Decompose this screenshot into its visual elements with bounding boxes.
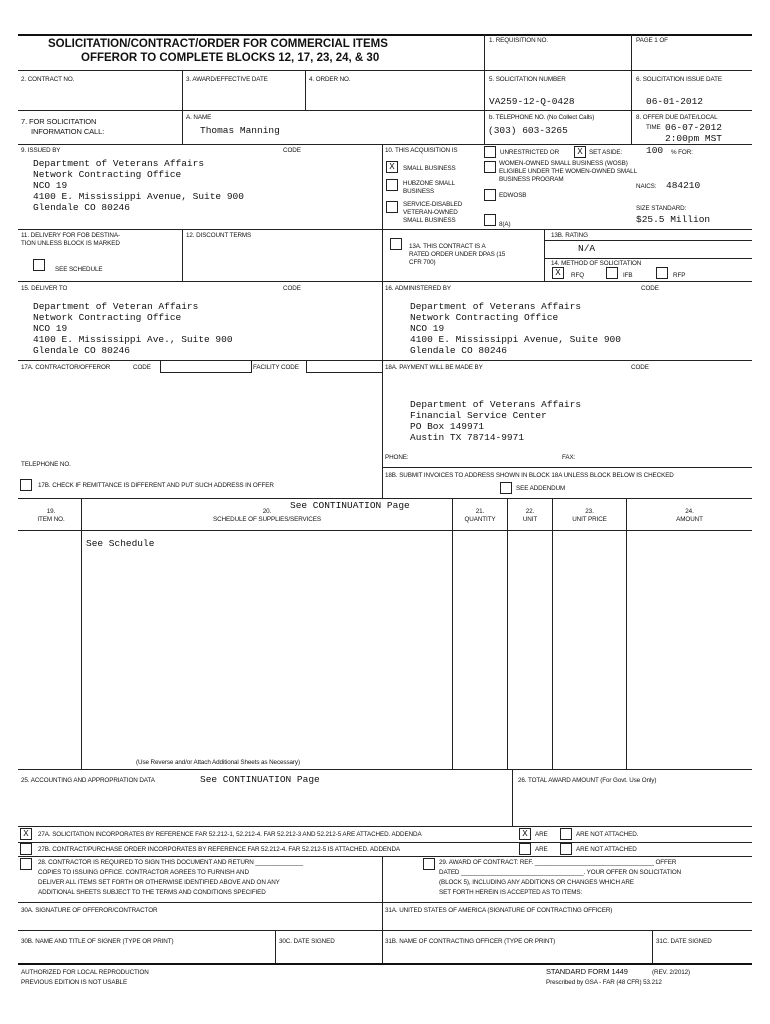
- contractor-code-label: CODE: [133, 364, 151, 371]
- order-no-label: 4. ORDER NO.: [309, 76, 351, 83]
- unrestricted-label: UNRESTRICTED OR: [500, 149, 560, 156]
- set-aside-checkbox[interactable]: X: [574, 146, 586, 158]
- clause-27b-are-not-checkbox[interactable]: [560, 843, 572, 855]
- rfq-checkbox[interactable]: X: [552, 267, 564, 279]
- page-label: PAGE 1 OF: [636, 37, 668, 44]
- size-standard-label: SIZE STANDARD:: [636, 205, 687, 212]
- clause-27a-are-not-checkbox[interactable]: [560, 828, 572, 840]
- info-call-label: 7. FOR SOLICITATION: [21, 117, 97, 126]
- form-subtitle: OFFEROR TO COMPLETE BLOCKS 12, 17, 23, 24, & 30: [81, 52, 380, 64]
- discount-terms-label: 12. DISCOUNT TERMS: [186, 232, 252, 239]
- sdvosb-label: SERVICE-DISABLED VETERAN-OWNED SMALL BUSINESS: [403, 201, 463, 224]
- set-aside-percent[interactable]: 100: [646, 145, 664, 156]
- schedule-num-header: 20.: [262, 508, 272, 515]
- hubzone-label: HUBZONE SMALL BUSINESS: [403, 180, 455, 195]
- contract-no-label: 2. CONTRACT NO.: [21, 76, 75, 83]
- eight-a-checkbox[interactable]: [484, 214, 496, 226]
- sdvosb-checkbox[interactable]: [386, 201, 398, 213]
- rating-label: 13B. RATING: [551, 232, 588, 239]
- unit-price-header: 23. UNIT PRICE: [572, 508, 607, 523]
- signer-name-label: 30B. NAME AND TITLE OF SIGNER (TYPE OR PRINT): [21, 938, 174, 945]
- clause-27a-are-not-label: ARE NOT ATTACHED.: [576, 831, 639, 838]
- quantity-header: 21. QUANTITY: [464, 508, 496, 523]
- small-business-label: SMALL BUSINESS: [403, 165, 456, 172]
- block-28-line2: COPIES TO ISSUING OFFICE. CONTRACTOR AGREES TO FURNISH AND: [38, 869, 249, 876]
- ifb-label: IFB: [623, 272, 633, 279]
- item-no-header: 19. ITEM NO.: [37, 508, 65, 523]
- total-award-label: 26. TOTAL AWARD AMOUNT (For Govt. Use Only): [518, 777, 657, 784]
- block-28-line1: 28. CONTRACTOR IS REQUIRED TO SIGN THIS DOCUMENT AND RETURN ______________: [38, 859, 303, 866]
- administered-by-label: 16. ADMINISTERED BY: [385, 285, 451, 292]
- clause-27b-are-not-label: ARE NOT ATTACHED: [576, 846, 637, 853]
- footer-previous-edition: PREVIOUS EDITION IS NOT USABLE: [21, 979, 128, 986]
- telephone-no-label: TELEPHONE NO.: [21, 461, 71, 468]
- block-29-checkbox[interactable]: [423, 858, 435, 870]
- block-29-line2: DATED ____________________________________. YOUR OFFER ON SOLICITATION: [439, 869, 682, 876]
- schedule-entry: See Schedule: [86, 538, 155, 549]
- issued-by-code-label: CODE: [283, 147, 301, 154]
- schedule-continuation: See CONTINUATION Page: [290, 500, 410, 511]
- payment-fax-label: FAX:: [562, 454, 576, 461]
- footer-prescribed: Prescribed by GSA - FAR (48 CFR) 53.212: [546, 979, 662, 986]
- clause-27b-text: 27B. CONTRACT/PURCHASE ORDER INCORPORATES BY REFERENCE FAR 52.212-4. FAR 52.212-5 IS ATTACHED. ADDENDA: [38, 846, 400, 853]
- facility-code-label: FACILITY CODE: [253, 364, 299, 371]
- block-29-line4: SET FORTH HEREIN IS ACCEPTED AS TO ITEMS:: [439, 889, 583, 896]
- name-label: A. NAME: [186, 114, 212, 121]
- remittance-checkbox[interactable]: [20, 479, 32, 491]
- deliver-to-code-label: CODE: [283, 285, 301, 292]
- edwosb-label: EDWOSB: [499, 192, 527, 199]
- telephone-label: b. TELEPHONE NO. (No Collect Calls): [489, 114, 595, 121]
- award-date-label: 3. AWARD/EFFECTIVE DATE: [186, 76, 268, 83]
- administered-by-address: Department of Veterans Affairs Network Contracting Office NCO 19 4100 E. Mississippi Avenue, Suite 900 Glendale CO 80246: [410, 301, 621, 356]
- rfp-checkbox[interactable]: [656, 267, 668, 279]
- facility-code-field[interactable]: [306, 360, 383, 373]
- block-29-line1: 29. AWARD OF CONTRACT: REF. ___________________________________ OFFER: [439, 859, 677, 866]
- see-schedule-checkbox[interactable]: [33, 259, 45, 271]
- clause-27a-checkbox[interactable]: X: [20, 828, 32, 840]
- unrestricted-checkbox[interactable]: [484, 146, 496, 158]
- reverse-note: (Use Reverse and/or Attach Additional Sheets as Necessary): [136, 759, 300, 766]
- issue-date-label: 6. SOLICITATION ISSUE DATE: [636, 76, 722, 83]
- method-label: 14. METHOD OF SOLICITATION: [551, 260, 642, 267]
- offer-due-date-value[interactable]: 06-07-2012: [665, 122, 723, 133]
- date-signed-31c-label: 31C. DATE SIGNED: [656, 938, 712, 945]
- date-signed-30c-label: 30C. DATE SIGNED: [279, 938, 335, 945]
- addendum-checkbox[interactable]: [500, 482, 512, 494]
- clause-27b-checkbox[interactable]: [20, 843, 32, 855]
- delivery-fob-label: 11. DELIVERY FOR FOB DESTINA-TION UNLESS BLOCK IS MARKED: [21, 232, 120, 247]
- clause-27a-are-label: ARE: [535, 831, 548, 838]
- see-schedule-label: SEE SCHEDULE: [55, 266, 103, 273]
- block-28-line4: ADDITIONAL SHEETS SUBJECT TO THE TERMS AND CONDITIONS SPECIFIED: [38, 889, 266, 896]
- wosb-checkbox[interactable]: [484, 161, 496, 173]
- payment-address: Department of Veterans Affairs Financial Service Center PO Box 149971 Austin TX 78714-9971: [410, 399, 582, 443]
- edwosb-checkbox[interactable]: [484, 189, 496, 201]
- rating-value[interactable]: N/A: [578, 243, 596, 254]
- remittance-label: 17B. CHECK IF REMITTANCE IS DIFFERENT AND PUT SUCH ADDRESS IN OFFER: [38, 482, 274, 489]
- accounting-label: 25. ACCOUNTING AND APPROPRIATION DATA: [21, 777, 155, 784]
- offer-due-label: 8. OFFER DUE DATE/LOCAL: [636, 114, 718, 121]
- offer-due-time-value[interactable]: 2:00pm MST: [665, 133, 723, 144]
- set-aside-label: SET ASIDE:: [589, 149, 623, 156]
- issued-by-address: Department of Veterans Affairs Network Contracting Office NCO 19 4100 E. Mississippi Avenue, Suite 900 Glendale CO 80246: [33, 158, 244, 213]
- footer-form-number: STANDARD FORM 1449: [546, 967, 628, 976]
- submit-invoices-label: 18B. SUBMIT INVOICES TO ADDRESS SHOWN IN BLOCK 18A UNLESS BLOCK BELOW IS CHECKED: [385, 472, 674, 479]
- deliver-to-label: 15. DELIVER TO: [21, 285, 68, 292]
- hubzone-checkbox[interactable]: [386, 179, 398, 191]
- rated-order-checkbox[interactable]: [390, 238, 402, 250]
- contractor-label: 17A. CONTRACTOR/OFFEROR: [21, 364, 111, 371]
- officer-name-label: 31B. NAME OF CONTRACTING OFFICER (TYPE OR PRINT): [385, 938, 556, 945]
- issued-by-label: 9. ISSUED BY: [21, 147, 61, 154]
- naics-label: NAICS:: [636, 183, 657, 190]
- rfp-label: RFP: [673, 272, 686, 279]
- block-28-line3: DELIVER ALL ITEMS SET FORTH OR OTHERWISE IDENTIFIED ABOVE AND ON ANY: [38, 879, 280, 886]
- form-title: SOLICITATION/CONTRACT/ORDER FOR COMMERCIAL ITEMS: [48, 38, 388, 50]
- footer-authorized: AUTHORIZED FOR LOCAL REPRODUCTION: [21, 969, 149, 976]
- accounting-value: See CONTINUATION Page: [200, 774, 320, 785]
- payment-code-label: CODE: [631, 364, 649, 371]
- solicitation-no-label: 5. SOLICITATION NUMBER: [489, 76, 566, 83]
- size-standard-value[interactable]: $25.5 Million: [636, 214, 711, 225]
- percent-for-label: % FOR:: [671, 149, 693, 156]
- deliver-to-address: Department of Veteran Affairs Network Contracting Office NCO 19 4100 E. Mississippi Ave., Suite 900 Glendale CO 80246: [33, 301, 233, 356]
- see-addendum-label: SEE ADDENDUM: [516, 485, 566, 492]
- contact-name-value[interactable]: Thomas Manning: [200, 125, 280, 136]
- contractor-code-field[interactable]: [160, 360, 252, 373]
- telephone-value[interactable]: (303) 603-3265: [488, 125, 568, 136]
- payment-by-label: 18A. PAYMENT WILL BE MADE BY: [385, 364, 483, 371]
- amount-header: 24. AMOUNT: [676, 508, 703, 523]
- ifb-checkbox[interactable]: [606, 267, 618, 279]
- administered-by-code-label: CODE: [641, 285, 659, 292]
- info-call-label-2: INFORMATION CALL:: [31, 127, 105, 136]
- eight-a-label: 8(A): [499, 221, 511, 228]
- small-business-checkbox[interactable]: X: [386, 161, 398, 173]
- clause-27b-are-checkbox[interactable]: [519, 843, 531, 855]
- naics-value[interactable]: 484210: [666, 180, 701, 191]
- solicitation-no-value[interactable]: VA259-12-Q-0428: [489, 96, 575, 107]
- unit-header: 22. UNIT: [522, 508, 538, 523]
- schedule-header: SCHEDULE OF SUPPLIES/SERVICES: [213, 516, 321, 523]
- payment-phone-label: PHONE:: [385, 454, 409, 461]
- acquisition-label: 10. THIS ACQUISITION IS: [385, 147, 458, 154]
- time-label: TIME: [646, 124, 661, 131]
- clause-27a-are-checkbox[interactable]: X: [519, 828, 531, 840]
- signature-30a-label: 30A. SIGNATURE OF OFFEROR/CONTRACTOR: [21, 907, 158, 914]
- signature-31a-label: 31A. UNITED STATES OF AMERICA (SIGNATURE OF CONTRACTING OFFICER): [385, 907, 613, 914]
- block-29-line3: (BLOCK 5), INCLUDING ANY ADDITIONS OR CHANGES WHICH ARE: [439, 879, 634, 886]
- rfq-label: RFQ: [571, 272, 584, 279]
- clause-27b-are-label: ARE: [535, 846, 548, 853]
- clause-27a-text: 27A. SOLICITATION INCORPORATES BY REFERENCE FAR 52.212-1, 52.212-4. FAR 52.212-3 AND 52.212-5 ARE ATTACHED. ADDENDA: [38, 831, 422, 838]
- issue-date-value[interactable]: 06-01-2012: [646, 96, 704, 107]
- block-28-checkbox[interactable]: [20, 858, 32, 870]
- rated-order-label: 13A. THIS CONTRACT IS A RATED ORDER UNDER DPAS (15 CFR 700): [409, 243, 506, 266]
- requisition-label: 1. REQUISITION NO.: [489, 37, 549, 44]
- wosb-label: WOMEN-OWNED SMALL BUSINESS (WOSB) ELIGIBLE UNDER THE WOMEN-OWNED SMALL BUSINESS PROGRAM: [499, 160, 637, 183]
- footer-revision: (REV. 2/2012): [652, 969, 691, 976]
